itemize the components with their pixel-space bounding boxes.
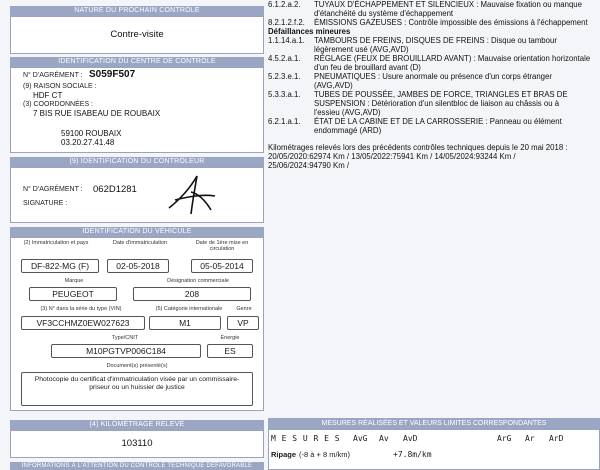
- vin-cell: VF3CCHMZ0EW027623: [21, 316, 145, 330]
- km-history-line: [268, 161, 349, 170]
- controleur-agrement-label: N° D'AGRÉMENT :: [23, 186, 83, 193]
- km-value: 103110: [121, 438, 153, 449]
- defaillance-line: [268, 99, 559, 108]
- controleur-agrement-value: 062D1281: [93, 184, 137, 195]
- defaillance-text: RÉGLAGE (FEUX DE BROUILLARD AVANT) : Mauvaise orientation horizontale: [314, 54, 591, 63]
- immat-cell: DF-822-MG (F): [21, 259, 99, 273]
- genre-cell: VP: [227, 316, 259, 330]
- defaillance-code: 1.1.14.a.1.: [268, 36, 305, 45]
- nature-box: [10, 16, 264, 54]
- defaillance-line: [268, 90, 568, 99]
- genre-label: Genre: [236, 306, 252, 312]
- designation-cell: 208: [133, 287, 251, 301]
- defaillance-text: l'essieu (AVG,AVD): [314, 108, 381, 117]
- bottom-header: INFORMATIONS À L'ATTENTION DU CONTRÔLE TECHNIQUE DÉFAVORABLE: [10, 462, 264, 470]
- km-box: [10, 430, 264, 458]
- defaillance-line: [268, 0, 582, 9]
- defaillance-text: TUYAUX D'ÉCHAPPEMENT ET SILENCIEUX : Mauvaise fixation ou manque: [314, 0, 582, 9]
- vehicule-box: [10, 237, 264, 411]
- date-immat-label: Date d'immatriculation: [112, 240, 168, 246]
- defaillance-line: [268, 108, 381, 117]
- defaillance-line: [268, 72, 552, 81]
- date-immat-cell: 02-05-2018: [107, 259, 169, 273]
- marque-label: Marque: [64, 278, 84, 284]
- controleur-header: (9) IDENTIFICATION DU CONTRÔLEUR: [10, 157, 264, 167]
- ripage-range: (-8 à + 8 m/km): [299, 450, 351, 459]
- defaillance-text: d'étanchéité du système d'échappement: [314, 9, 454, 18]
- defaillance-text: TUBES DE POUSSÉE, JAMBES DE FORCE, TRIANGLES ET BRAS DE: [314, 90, 568, 99]
- nature-header: NATURE DU PROCHAIN CONTRÔLE: [10, 6, 264, 16]
- defaillance-code: 4.5.2.a.1.: [268, 54, 301, 63]
- defaillance-text: endommagé (ARD): [314, 126, 382, 135]
- defaillance-line: [268, 45, 409, 54]
- mesures-col-avg: AvG: [353, 434, 368, 443]
- address-line1: 7 BIS RUE ISABEAU DE ROUBAIX: [33, 109, 161, 118]
- defaillance-line: [268, 63, 421, 72]
- ripage-label: Ripage: [271, 450, 297, 459]
- energie-cell: ES: [207, 344, 253, 358]
- energie-label: Énergie: [220, 335, 240, 341]
- defaillance-text: 25/06/2024:94790 Km /: [268, 161, 350, 170]
- defaillance-text: Kilométrages relevés lors des précédents contrôles techniques depuis le 20 mai 2018 :: [268, 143, 568, 152]
- defaillance-text: 20/05/2020:62974 Km / 13/05/2022:75941 Km / 14/05/2024:93244 Km /: [268, 152, 516, 161]
- defaillance-code: 5.2.3.e.1.: [268, 72, 301, 81]
- mesures-col-av: Av: [379, 434, 389, 443]
- defaillance-line: [268, 126, 381, 135]
- right-column: [268, 0, 600, 470]
- defaillance-line: [268, 9, 453, 18]
- km-history-line: [268, 152, 516, 161]
- immat-label: (2) Immatriculation et pays: [23, 240, 89, 246]
- defaillance-text: ÉMISSIONS GAZEUSES : Contrôle impossible des émissions à l'échappement: [314, 18, 588, 27]
- km-header: (4) KILOMÉTRAGE RELEVÉ: [10, 420, 264, 430]
- vin-label: (3) N° dans la série du type (VIN): [40, 306, 122, 312]
- centre-agrement-value: S059F507: [89, 69, 136, 80]
- defaillance-text: légèrement usé (AVG,AVD): [314, 45, 409, 54]
- defaillance-line: [268, 36, 557, 45]
- phone: 03.20.27.41.48: [61, 138, 115, 147]
- signature-icon: [161, 170, 221, 220]
- defaillance-line: [268, 81, 353, 90]
- date-first-cell: 05-05-2014: [191, 259, 253, 273]
- categorie-label: (5) Catégorie internationale: [155, 306, 223, 312]
- address-line2: 59100 ROUBAIX: [61, 129, 122, 138]
- centre-header: IDENTIFICATION DU CENTRE DE CONTRÔLE: [10, 57, 264, 67]
- defaillance-line: [268, 117, 562, 126]
- type-label: Type/CNIT: [111, 335, 139, 341]
- date-first-label: Date de 1ère mise en circulation: [195, 240, 249, 252]
- marque-cell: PEUGEOT: [29, 287, 117, 301]
- defaillance-text: Défaillances mineures: [268, 27, 351, 36]
- defaillance-code: 6.2.1.a.1.: [268, 117, 301, 126]
- defaillance-code: 8.2.1.2.f.2.: [268, 18, 305, 27]
- left-column: [10, 0, 264, 470]
- designation-label: Désignation commerciale: [167, 278, 229, 284]
- mesures-col-arg: ArG: [497, 434, 512, 443]
- defaillance-text: d'un feu de brouillard avant (D): [314, 63, 421, 72]
- defaillance-line: [268, 18, 588, 27]
- mesures-header: MESURES RÉALISÉES ET VALEURS LIMITES CORRESPONDANTES: [268, 418, 600, 429]
- raison-label: (9) RAISON SOCIALE :: [23, 83, 97, 90]
- mineures-title: [268, 27, 350, 36]
- defaillance-text: (AVG,AVD): [314, 81, 353, 90]
- categorie-cell: M1: [149, 316, 221, 330]
- mesures-col-avd: AvD: [403, 434, 418, 443]
- vehicule-header: IDENTIFICATION DU VÉHICULE: [10, 227, 264, 237]
- defaillance-text: PNEUMATIQUES : Usure anormale ou présence d'un corps étranger: [314, 72, 552, 81]
- defaillance-text: SUSPENSION : Détérioration d'un silentbloc de liaison au châssis ou à: [314, 99, 560, 108]
- mesures-box: [268, 429, 600, 470]
- documents-label: Document(s) présenté(s): [106, 363, 168, 369]
- mesures-col-ar: Ar: [525, 434, 535, 443]
- documents-cell: Photocopie du certificat d'immatriculation visée par un commissaire-priseur ou un huissier de justice: [21, 372, 253, 406]
- defaillance-text: ÉTAT DE LA CABINE ET DE LA CARROSSERIE : Panneau ou élément: [314, 117, 562, 126]
- type-cell: M10PGTVP006C184: [51, 344, 201, 358]
- raison-value: HDF CT: [33, 91, 63, 100]
- ripage-value: +7.8m/km: [393, 450, 432, 459]
- mesures-col-ard: ArD: [549, 434, 564, 443]
- defaillance-code: 6.1.2.a.2.: [268, 0, 301, 9]
- signature-label: SIGNATURE :: [23, 200, 68, 207]
- defaillance-text: TAMBOURS DE FREINS, DISQUES DE FREINS : Disque ou tambour: [314, 36, 557, 45]
- centre-box: [10, 67, 264, 153]
- centre-agrement-label: N° D'AGRÉMENT :: [23, 72, 83, 79]
- defaillance-code: 5.3.3.a.1.: [268, 90, 301, 99]
- controleur-box: [10, 167, 264, 223]
- nature-value: Contre-visite: [110, 29, 164, 40]
- mesures-title: M E S U R E S: [271, 434, 341, 443]
- coord-label: (3) COORDONNÉES :: [23, 101, 94, 108]
- km-history-line: [268, 143, 567, 152]
- defaillance-line: [268, 54, 590, 63]
